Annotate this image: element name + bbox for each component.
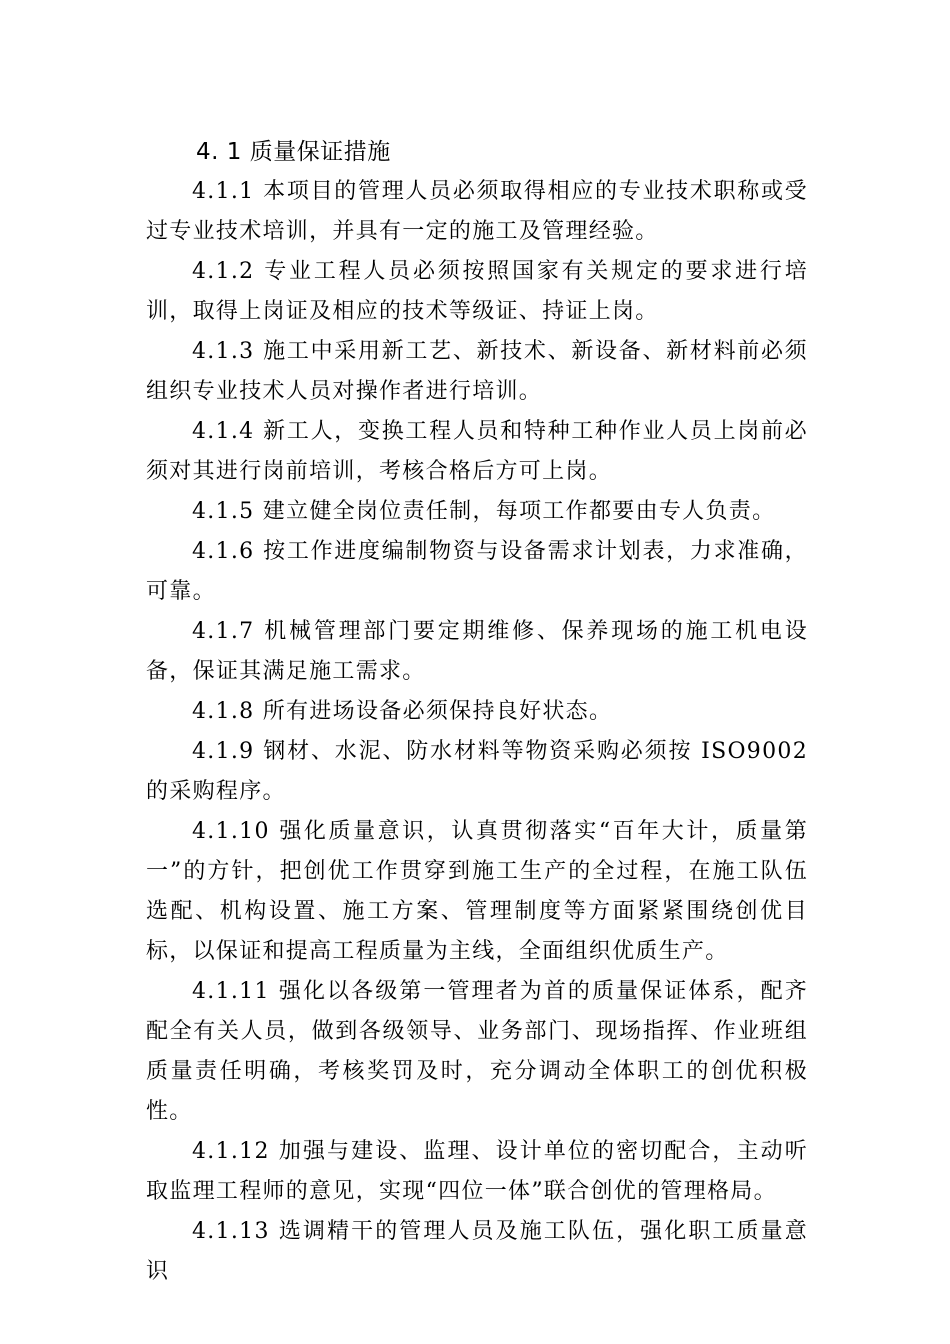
paragraph-4-1-13: 4.1.13 选调精干的管理人员及施工队伍，强化职工质量意识	[146, 1219, 808, 1284]
paragraph-4-1-1: 4.1.1 本项目的管理人员必须取得相应的专业技术职称或受过专业技术培训，并具有一定的施工及管理经验。	[146, 179, 808, 244]
paragraph-4-1-12: 4.1.12 加强与建设、监理、设计单位的密切配合，主动听取监理工程师的意见，实现“四位一体”联合创优的管理格局。	[146, 1139, 808, 1204]
paragraph-4-1-2: 4.1.2 专业工程人员必须按照国家有关规定的要求进行培训，取得上岗证及相应的技术等级证、持证上岗。	[146, 259, 808, 324]
paragraph-4-1-9: 4.1.9 钢材、水泥、防水材料等物资采购必须按 ISO9002 的采购程序。	[146, 739, 808, 804]
section-body	[146, 172, 808, 1292]
paragraph-4-1-3: 4.1.3 施工中采用新工艺、新技术、新设备、新材料前必须组织专业技术人员对操作者进行培训。	[146, 339, 808, 404]
paragraph-4-1-8: 4.1.8 所有进场设备必须保持良好状态。	[192, 699, 613, 724]
paragraph-4-1-5: 4.1.5 建立健全岗位责任制，每项工作都要由专人负责。	[192, 499, 776, 524]
paragraph-4-1-10: 4.1.10 强化质量意识，认真贯彻落实“百年大计，质量第一”的方针，把创优工作贯穿到施工生产的全过程，在施工队伍选配、机构设置、施工方案、管理制度等方面紧紧围绕创优目标，以保证和提高工程质量为主线，全面组织优质生产。	[146, 819, 808, 964]
paragraph-4-1-6: 4.1.6 按工作进度编制物资与设备需求计划表，力求准确，可靠。	[146, 539, 808, 604]
paragraph-4-1-11: 4.1.11 强化以各级第一管理者为首的质量保证体系，配齐配全有关人员，做到各级领导、业务部门、现场指挥、作业班组质量责任明确，考核奖罚及时，充分调动全体职工的创优积极性。	[146, 979, 808, 1124]
paragraph-4-1-7: 4.1.7 机械管理部门要定期维修、保养现场的施工机电设备，保证其满足施工需求。	[146, 619, 808, 684]
section-heading: 4. 1 质量保证措施	[196, 139, 391, 165]
paragraph-4-1-4: 4.1.4 新工人，变换工程人员和特种工种作业人员上岗前必须对其进行岗前培训，考核合格后方可上岗。	[146, 419, 808, 484]
